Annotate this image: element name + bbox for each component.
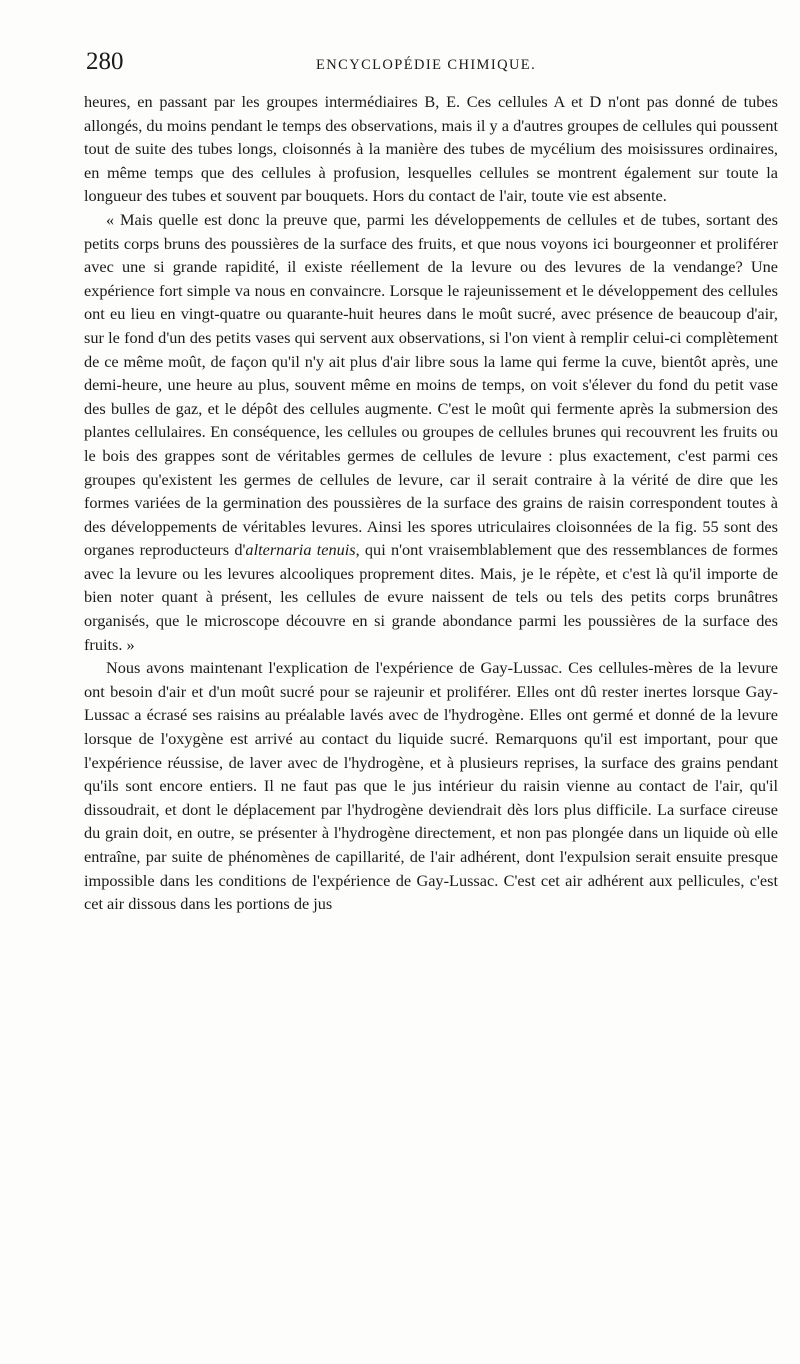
running-head <box>86 48 776 88</box>
paragraph-2-text-a: « Mais quelle est donc la preuve que, parmi les développements de cellules et de tubes, sortant des petits corps bruns des poussières de la surface des fruits, et que nous voyons ici bourgeonner et proliférer avec une si grande rapidité, il existe réellement de la levure ou des levures de la vendange? Une expérience fort simple va nous en convaincre. Lorsque le rajeunissement et le développement des cellules ont eu lieu en vingt-quatre ou quarante-huit heures dans le moût sucré, avec présence de beaucoup d'air, sur le fond d'un des petits vases qui servent aux observations, si l'on vient à remplir celui-ci complètement de ce même moût, de façon qu'il n'y ait plus d'air libre sous la lame qui ferme la cuve, bientôt après, une demi-heure, une heure au plus, souvent même en moins de temps, on voit s'élever du fond du petit vase des bulles de gaz, et le dépôt des cellules augmente. C'est le moût qui fermente après la submersion des plantes cellulaires. En conséquence, les cellules ou groupes de cellules brunes qui recouvrent les fruits ou le bois des grappes sont de véritables germes de cellules de levure : plus exactement, c'est parmi ces groupes qu'existent les germes de cellules de levure, car il serait contraire à la vérité de dire que les formes variées de la germination des poussières de la surface des grains de raisin correspondent toutes à des développements de véritables levures. Ainsi les spores utriculaires cloisonnées de la fig. 55 sont des organes reproducteurs d' <box>84 209 778 560</box>
running-title: ENCYCLOPÉDIE CHIMIQUE. <box>316 57 537 73</box>
species-name: alternaria tenuis <box>245 540 356 560</box>
paragraph-3: Nous avons maintenant l'explication de l'expérience de Gay-Lussac. Ces cellules-mères de la levure ont besoin d'air et d'un moût sucré pour se rajeunir et proliférer. Elles ont dû rester inertes lorsque Gay-Lussac a écrasé ses raisins au préalable lavés avec de l'hydrogène. Elles ont germé et donné de la levure lorsque de l'oxygène est arrivé au contact du liquide sucré. Remarquons qu'il est important, pour que l'expérience réussise, de laver avec de l'hydrogène, et à plusieurs reprises, la surface des grains pendant qu'ils sont encore entiers. Il ne faut pas que le jus intérieur du raisin vienne au contact de l'air, qu'il dissoudrait, et dont le déplacement par l'hydrogène deviendrait dès lors plus difficile. La surface cireuse du grain doit, en outre, se présenter à l'hydrogène directement, et non pas plongée dans un liquide où elle entraîne, par suite de phénomènes de capillarité, de l'air adhérent, dont l'expulsion serait ensuite presque impossible dans les conditions de l'expérience de Gay-Lussac. C'est cet air adhérent aux pellicules, c'est cet air dissous dans les portions de jus <box>84 658 778 914</box>
page-number: 280 <box>86 48 124 75</box>
paragraph-2 <box>84 208 778 656</box>
paragraph-2-text-b: , qui n'ont vraisemblablement que des ressemblances de formes avec la levure ou les levures alcooliques proprement dites. Mais, je le répète, et c'est là qu'il importe de bien noter quant à présent, les cellules de evure naissent de tels ou tels des petits corps brunâtres organisés, que le microscope découvre en si grande abondance parmi les poussières de la surface des fruits. » <box>84 540 779 654</box>
body-text <box>84 90 778 916</box>
paragraph-1: heures, en passant par les groupes intermédiaires B, E. Ces cellules A et D n'ont pas donné de tubes allongés, du moins pendant le temps des observations, mais il y a d'autres groupes de cellules qui poussent tout de suite des tubes longs, cloisonnés à la manière des tubes de mycélium des moisissures ordinaires, en même temps que des cellules à profusion, lesquelles cellules se montrent également sur toute la longueur des tubes et souvent par bouquets. Hors du contact de l'air, toute vie est absente. <box>84 92 778 206</box>
